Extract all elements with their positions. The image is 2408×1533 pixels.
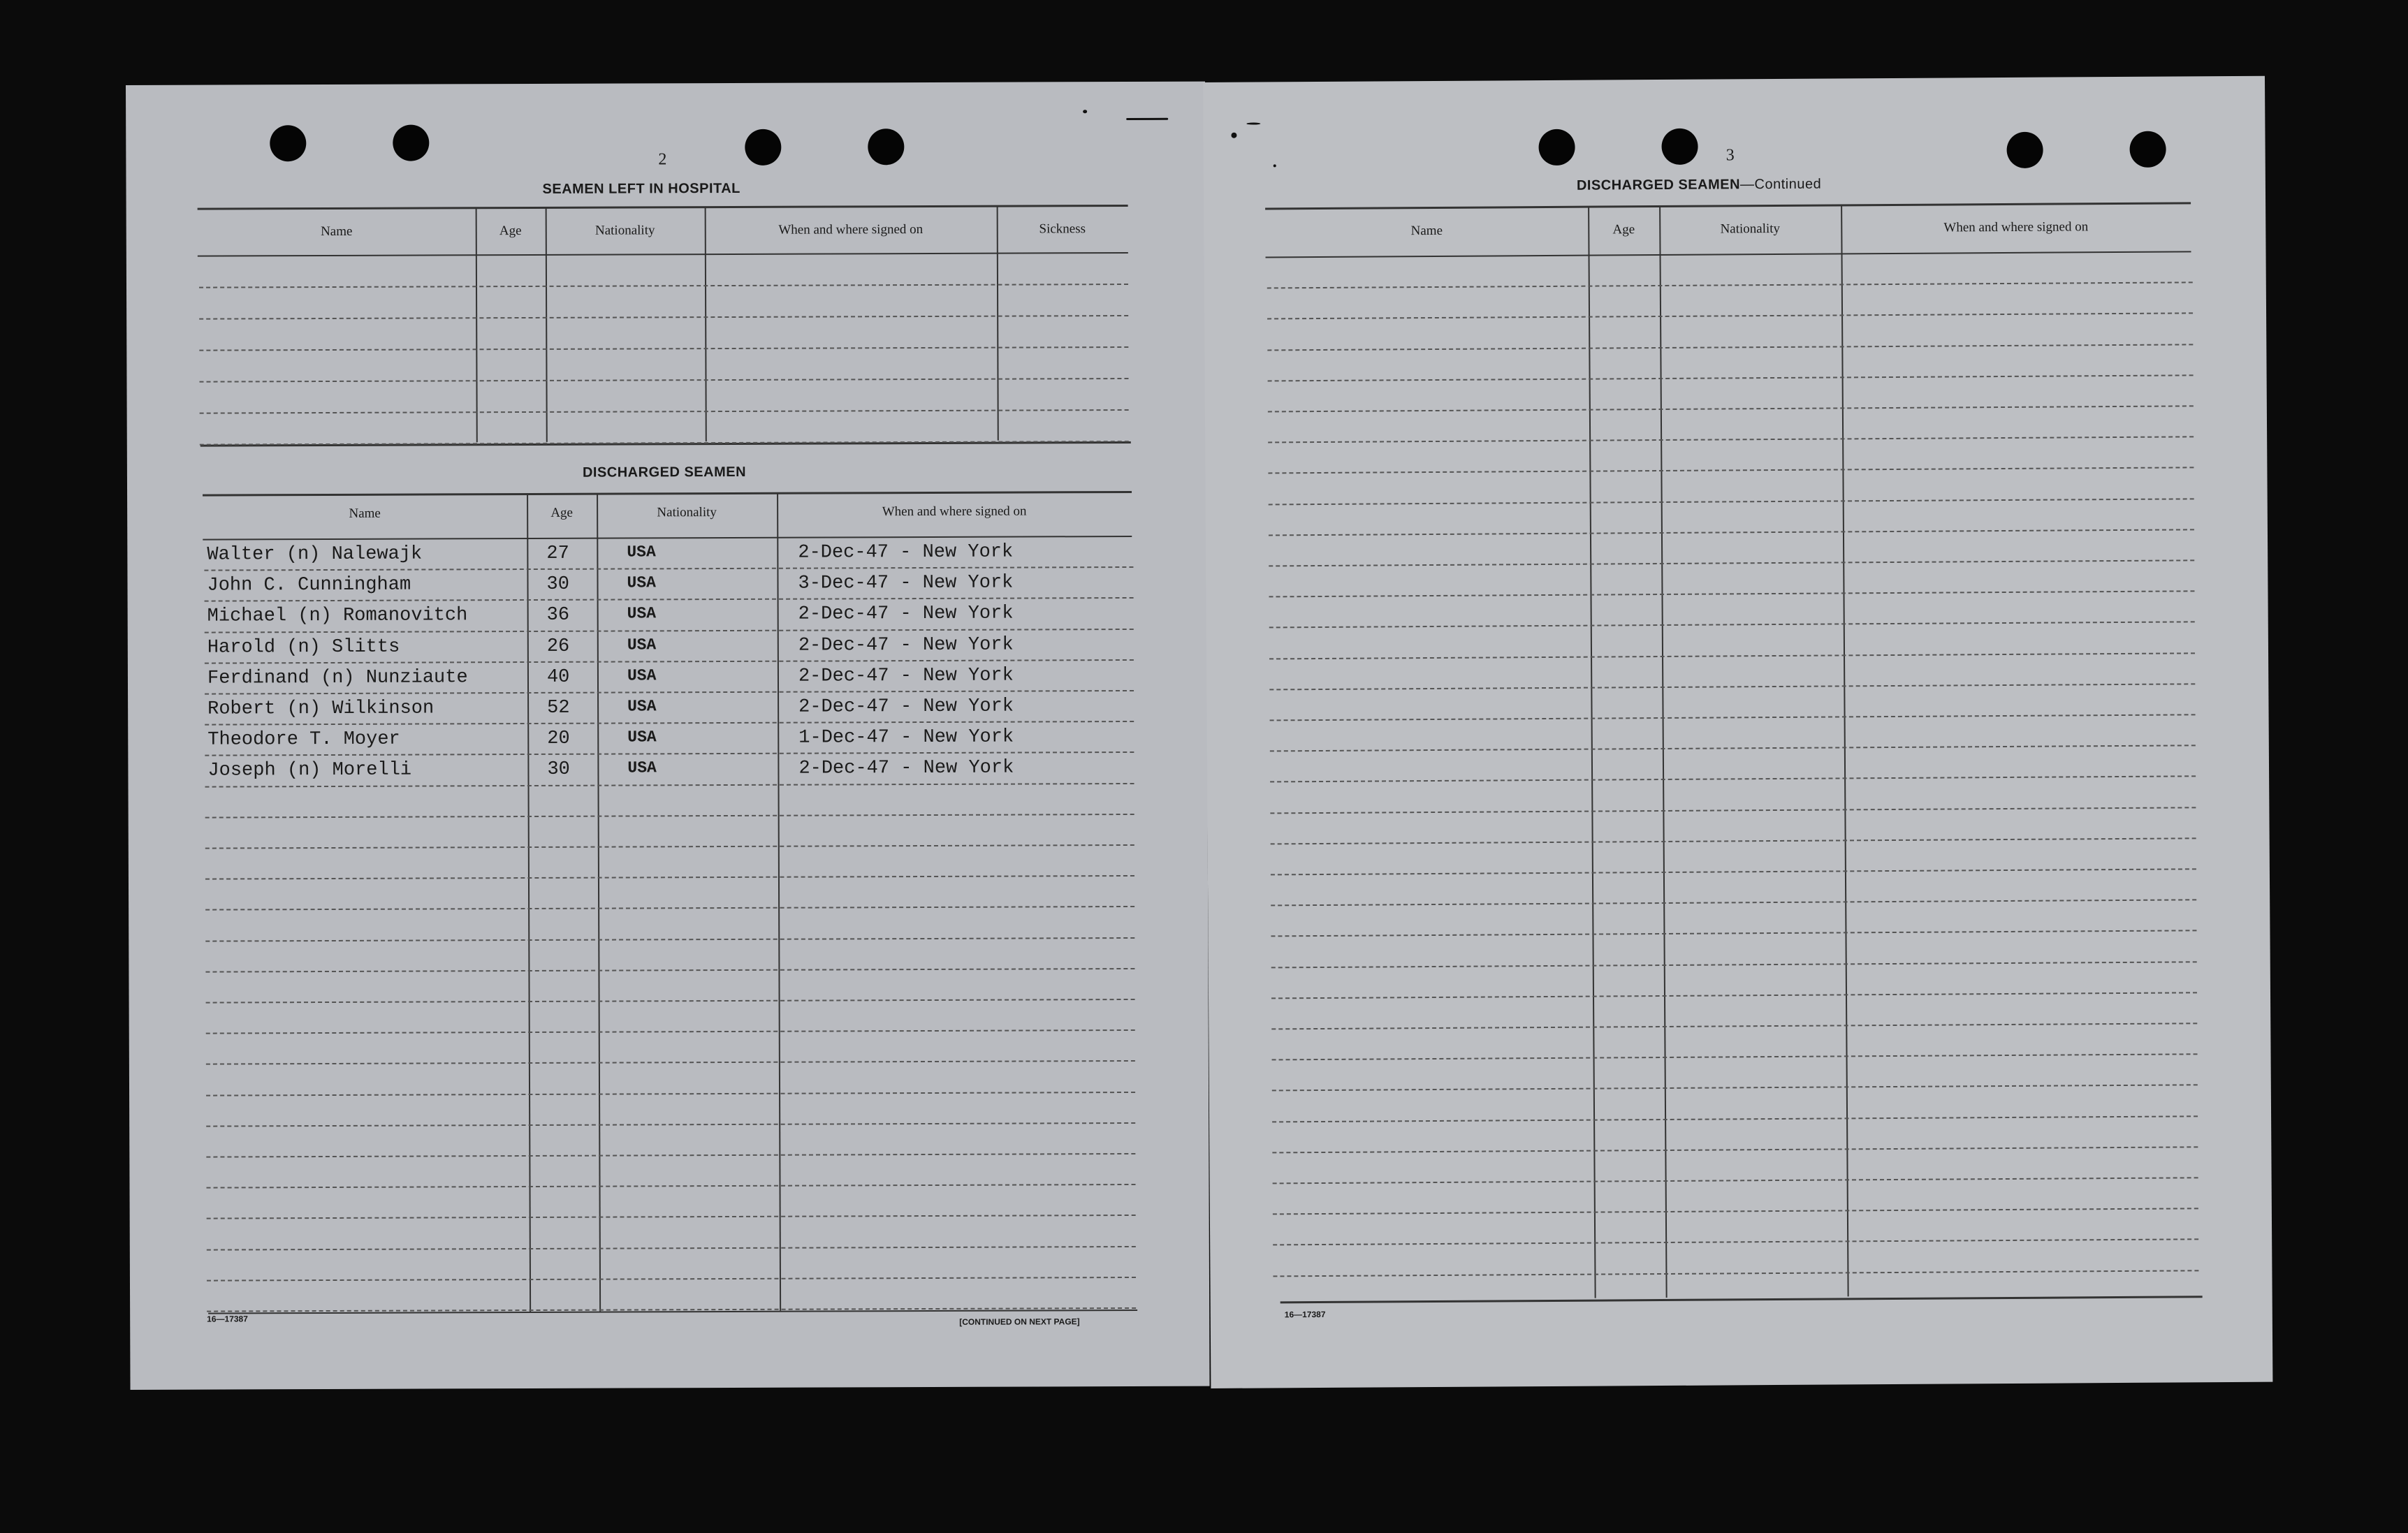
row-rule xyxy=(207,1277,1136,1282)
discharged-header-rule xyxy=(203,536,1132,541)
table-top-rule xyxy=(1265,202,2191,210)
row-rule xyxy=(199,284,1128,288)
page-number: 3 xyxy=(1725,146,1735,165)
table-row-signed-on: 2-Dec-47 - New York xyxy=(798,634,1014,657)
table-row-name: Harold (n) Slitts xyxy=(207,636,400,659)
row-rule xyxy=(205,875,1134,880)
row-rule xyxy=(207,1215,1136,1219)
table-row-name: Michael (n) Romanovitch xyxy=(207,605,468,627)
row-rule xyxy=(1267,344,2193,351)
row-rule xyxy=(205,751,1134,756)
table-row-age: 36 xyxy=(546,604,570,626)
header-rule xyxy=(1266,251,2191,258)
column-header: Name xyxy=(349,506,381,521)
row-rule xyxy=(1271,1022,2197,1029)
row-rule xyxy=(1267,312,2193,319)
row-rule xyxy=(205,659,1134,664)
table-row-age: 27 xyxy=(546,543,569,564)
row-rule xyxy=(1268,374,2194,381)
row-rule xyxy=(205,783,1134,788)
discharged-col-divider xyxy=(777,494,781,1311)
section-title-main: DISCHARGED SEAMEN xyxy=(1576,177,1741,193)
row-rule xyxy=(199,315,1128,320)
col-divider xyxy=(1841,205,1849,1296)
row-rule xyxy=(205,906,1134,911)
punch-hole xyxy=(1661,129,1698,165)
table-row-age: 30 xyxy=(546,573,569,595)
row-rule xyxy=(1270,714,2196,721)
row-rule xyxy=(205,937,1134,942)
row-rule xyxy=(205,690,1134,695)
row-rule xyxy=(1271,899,2196,906)
column-header: Age xyxy=(499,223,522,239)
column-header: Age xyxy=(1612,222,1635,237)
discharged-table-top-rule xyxy=(203,491,1132,497)
row-rule xyxy=(1270,775,2196,782)
row-rule xyxy=(205,968,1134,973)
table-row-name: Joseph (n) Morelli xyxy=(207,759,412,782)
table-row-age: 26 xyxy=(546,636,570,657)
row-rule xyxy=(1270,745,2196,751)
row-rule xyxy=(206,1092,1135,1096)
table-row-nationality: USA xyxy=(627,604,657,623)
table-row-signed-on: 2-Dec-47 - New York xyxy=(798,665,1014,687)
row-rule xyxy=(206,1060,1135,1065)
row-rule xyxy=(1273,1238,2198,1245)
table-row-age: 52 xyxy=(547,697,570,719)
row-rule xyxy=(1272,1146,2198,1153)
hospital-col-divider xyxy=(997,207,999,441)
row-rule xyxy=(1271,930,2196,937)
punch-hole xyxy=(2006,132,2043,168)
discharged-section-title: DISCHARGED SEAMEN xyxy=(582,464,747,481)
punch-hole xyxy=(745,129,781,166)
row-rule xyxy=(1272,1115,2198,1122)
hospital-col-divider xyxy=(546,208,548,442)
row-rule xyxy=(206,1122,1135,1127)
column-header: When and where signed on xyxy=(778,222,924,237)
table-row-nationality: USA xyxy=(627,573,656,592)
table-row-signed-on: 2-Dec-47 - New York xyxy=(798,541,1014,564)
column-header: Nationality xyxy=(1720,221,1781,237)
row-rule xyxy=(204,566,1133,571)
row-rule xyxy=(1272,1053,2198,1060)
hospital-table-top-rule xyxy=(198,205,1128,210)
row-rule xyxy=(1268,467,2194,474)
hospital-col-divider xyxy=(705,207,707,441)
row-rule xyxy=(1271,868,2196,875)
table-row-age: 30 xyxy=(547,758,570,780)
discharged-col-divider xyxy=(527,494,531,1312)
continued-note: [CONTINUED ON NEXT PAGE] xyxy=(959,1316,1080,1327)
left-page xyxy=(126,82,1210,1390)
column-header: When and where signed on xyxy=(1943,219,2089,235)
row-rule xyxy=(1271,961,2197,968)
table-row-age: 40 xyxy=(546,666,570,688)
ink-speck xyxy=(1274,164,1276,167)
row-rule xyxy=(1270,807,2196,814)
punch-hole xyxy=(2129,131,2166,168)
ink-speck xyxy=(1231,133,1236,138)
table-row-signed-on: 3-Dec-47 - New York xyxy=(798,572,1014,594)
table-row-nationality: USA xyxy=(627,666,657,685)
table-row-age: 20 xyxy=(547,728,570,749)
table-row-signed-on: 2-Dec-47 - New York xyxy=(798,696,1014,718)
section-title-suffix: —Continued xyxy=(1739,176,1822,193)
hospital-col-divider xyxy=(476,208,478,442)
form-number: 16—17387 xyxy=(1284,1309,1326,1320)
table-row-name: Walter (n) Nalewajk xyxy=(207,543,423,566)
ink-speck xyxy=(1246,122,1260,124)
row-rule xyxy=(1269,590,2194,597)
page-number: 2 xyxy=(658,150,667,169)
row-rule xyxy=(205,597,1134,602)
table-row-nationality: USA xyxy=(627,636,657,654)
col-divider xyxy=(1588,207,1596,1298)
col-divider xyxy=(1659,207,1668,1298)
row-rule xyxy=(1268,436,2194,443)
column-header: Name xyxy=(321,223,353,240)
row-rule xyxy=(199,378,1128,383)
row-rule xyxy=(200,409,1129,414)
table-row-name: Robert (n) Wilkinson xyxy=(207,698,435,720)
row-rule xyxy=(205,814,1134,819)
row-rule xyxy=(207,1246,1136,1251)
row-rule xyxy=(1269,498,2194,505)
discharged-col-divider xyxy=(597,494,601,1312)
row-rule xyxy=(1273,1270,2198,1277)
column-header: Sickness xyxy=(1039,221,1086,237)
right-page xyxy=(1203,76,2272,1388)
row-rule xyxy=(205,721,1134,726)
column-header: Nationality xyxy=(594,223,655,238)
row-rule xyxy=(1269,529,2194,536)
table-row-name: Theodore T. Moyer xyxy=(207,728,400,751)
row-rule xyxy=(1269,652,2195,659)
table-row-nationality: USA xyxy=(627,758,657,777)
table-row-name: John C. Cunningham xyxy=(207,574,411,596)
row-rule xyxy=(207,1184,1136,1189)
row-rule xyxy=(205,844,1134,849)
row-rule xyxy=(1271,837,2196,844)
row-rule xyxy=(205,629,1134,633)
table-row-nationality: USA xyxy=(627,697,657,716)
row-rule xyxy=(1271,992,2197,999)
column-header: Age xyxy=(550,505,574,520)
form-number: 16—17387 xyxy=(207,1314,248,1324)
table-row-signed-on: 2-Dec-47 - New York xyxy=(798,603,1014,625)
row-rule xyxy=(1269,621,2195,628)
ink-speck xyxy=(1126,118,1168,120)
row-rule xyxy=(1272,1084,2198,1091)
table-bottom-rule xyxy=(1280,1296,2203,1303)
table-row-nationality: USA xyxy=(627,728,657,747)
row-rule xyxy=(1268,405,2194,412)
hospital-header-rule xyxy=(198,252,1128,257)
row-rule xyxy=(1269,559,2194,566)
column-header: Name xyxy=(1410,223,1443,239)
row-rule xyxy=(206,1029,1135,1034)
ink-speck xyxy=(1083,110,1087,113)
punch-hole xyxy=(868,129,904,165)
table-row-signed-on: 2-Dec-47 - New York xyxy=(798,757,1014,779)
table-row-nationality: USA xyxy=(627,543,656,562)
punch-hole xyxy=(1538,129,1575,166)
row-rule xyxy=(206,999,1135,1004)
row-rule xyxy=(1267,281,2193,288)
row-rule xyxy=(1269,683,2195,690)
row-rule xyxy=(1273,1208,2198,1215)
table-row-signed-on: 1-Dec-47 - New York xyxy=(798,726,1014,749)
row-rule xyxy=(206,1153,1135,1158)
hospital-section-title: SEAMEN LEFT IN HOSPITAL xyxy=(542,180,740,197)
row-rule xyxy=(199,346,1128,351)
punch-hole xyxy=(393,124,429,161)
punch-hole xyxy=(270,125,306,161)
column-header: When and where signed on xyxy=(882,504,1027,520)
table-row-name: Ferdinand (n) Nunziaute xyxy=(207,667,468,689)
column-header: Nationality xyxy=(657,505,717,520)
continued-section-title xyxy=(1577,177,1821,194)
row-rule xyxy=(1273,1177,2198,1184)
